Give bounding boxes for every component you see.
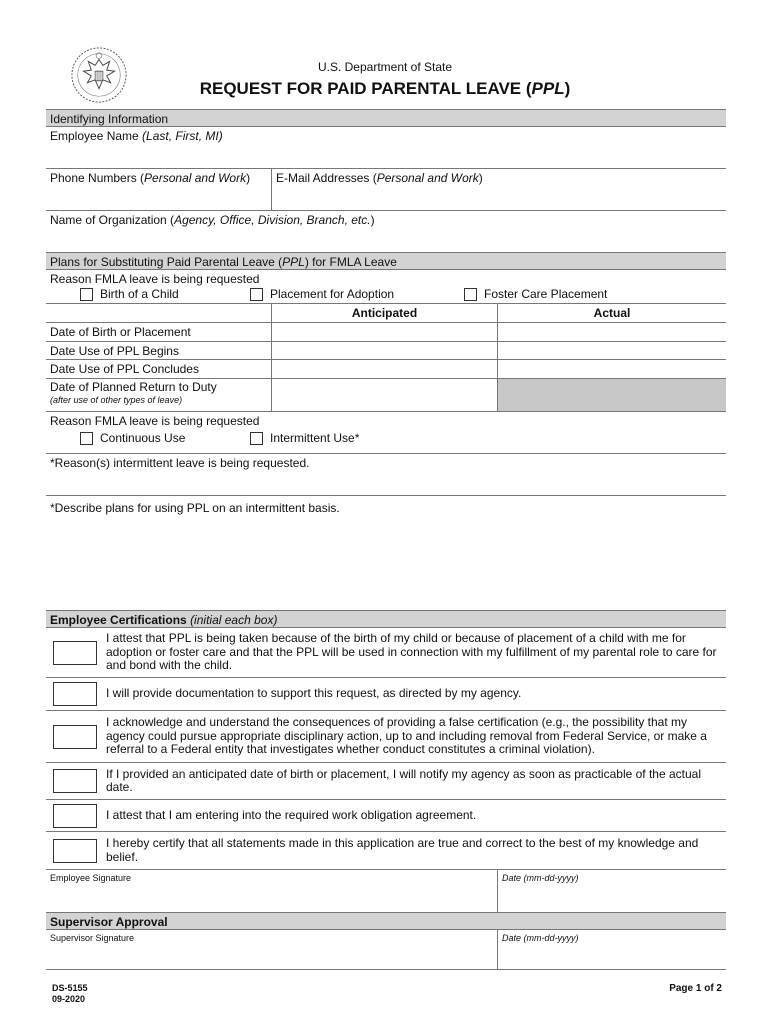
certification-item: I will provide documentation to support this request, as directed by my agency. [46,678,726,711]
use-options [46,412,726,454]
page-number: Page 1 of 2 [669,983,722,994]
plans-section-header: Plans for Substituting Paid Parental Leave (PPL) for FMLA Leave [46,252,726,270]
anticipated-column-header: Anticipated [272,304,498,322]
certification-initial-box[interactable] [53,725,97,749]
ppl-concludes-anticipated-input[interactable] [272,360,498,378]
department-name: U.S. Department of State [317,60,453,74]
email-addresses-field[interactable]: E-Mail Addresses (Personal and Work) [276,171,483,185]
ppl-form [46,109,726,970]
birth-placement-actual-input[interactable] [498,323,726,341]
certification-item: I attest that I am entering into the required work obligation agreement. [46,800,726,832]
form-title: REQUEST FOR PAID PARENTAL LEAVE (PPL) [199,79,571,98]
ppl-begins-actual-input[interactable] [498,342,726,359]
date-row: Date of Planned Return to Duty (after use of other types of leave) [46,379,726,412]
foster-care-placement-option[interactable]: Foster Care Placement [464,287,607,301]
continuous-use-checkbox[interactable] [80,432,93,445]
return-to-duty-actual-disabled [498,379,726,411]
actual-column-header: Actual [593,306,631,320]
ppl-begins-anticipated-input[interactable] [272,342,498,359]
certification-item: I attest that PPL is being taken because of the birth of my child or because of placement of a child with me for adoption or foster care and that the PPL will be used in connection with my fulfillment of my parental role to care for and bond with the child. [46,628,726,678]
certification-initial-box[interactable] [53,641,97,665]
birth-of-child-checkbox[interactable] [80,288,93,301]
foster-care-placement-checkbox[interactable] [464,288,477,301]
date-row: Date of Birth or Placement [46,323,726,342]
employee-date-field[interactable]: Date (mm-dd-yyyy) [502,873,579,883]
certification-initial-box[interactable] [53,682,97,706]
placement-for-adoption-option[interactable]: Placement for Adoption [250,287,394,301]
ppl-concludes-actual-input[interactable] [498,360,726,378]
phone-numbers-field[interactable]: Phone Numbers (Personal and Work) [46,169,272,210]
certification-initial-box[interactable] [53,804,97,828]
certification-initial-box[interactable] [53,839,97,863]
certification-item: I hereby certify that all statements made in this application are true and correct to the best of my knowledge and belief. [46,832,726,870]
intermittent-plans-field[interactable]: *Describe plans for using PPL on an intermittent basis. [50,501,340,515]
return-to-duty-anticipated-input[interactable] [272,379,498,411]
use-label: Reason FMLA leave is being requested [50,414,260,428]
intermittent-use-checkbox[interactable] [250,432,263,445]
reason-options [46,270,726,304]
employee-signature-field[interactable]: Employee Signature [46,870,498,912]
birth-placement-anticipated-input[interactable] [272,323,498,341]
certification-item: I acknowledge and understand the consequences of providing a false certification (e.g., the possibility that my agency could pursue appropriate disciplinary action, up to and including removal from Federal Service, or make a referral to a Federal entity that investigates whether conduct constitutes a criminal violation). [46,711,726,763]
intermittent-use-option[interactable]: Intermittent Use* [250,431,359,445]
identifying-section-header: Identifying Information [46,109,726,127]
placement-for-adoption-checkbox[interactable] [250,288,263,301]
certification-initial-box[interactable] [53,769,97,793]
birth-of-child-option[interactable]: Birth of a Child [80,287,179,301]
certification-item: If I provided an anticipated date of birth or placement, I will notify my agency as soon as practicable of the actual date. [46,763,726,800]
form-number: DS-5155 09-2020 [52,983,88,1004]
intermittent-reason-field[interactable]: *Reason(s) intermittent leave is being requested. [46,454,726,496]
supervisor-signature-field[interactable]: Supervisor Signature [46,930,498,969]
date-row: Date Use of PPL Begins [46,342,726,360]
date-row: Date Use of PPL Concludes [46,360,726,379]
reason-label: Reason FMLA leave is being requested [50,272,260,286]
certifications-section-header: Employee Certifications (initial each box) [46,610,726,628]
organization-field[interactable]: Name of Organization (Agency, Office, Division, Branch, etc.) [50,213,375,227]
employee-name-field[interactable]: Employee Name (Last, First, MI) [46,127,726,169]
supervisor-section-header: Supervisor Approval [46,912,726,930]
continuous-use-option[interactable]: Continuous Use [80,431,185,445]
supervisor-date-field[interactable]: Date (mm-dd-yyyy) [502,933,579,943]
